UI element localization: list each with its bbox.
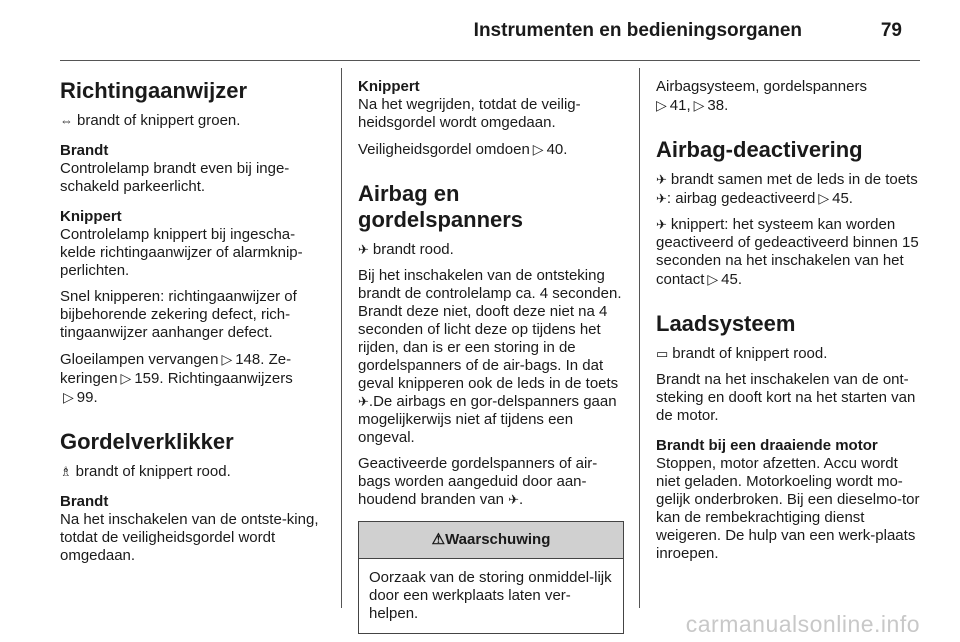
airbag-deact-p1 bbox=[656, 171, 924, 208]
page-header-title: Instrumenten en bedieningsorganen bbox=[473, 20, 802, 41]
charging-desc-text: brandt of knippert rood. bbox=[672, 345, 828, 362]
deact-p2-page: 45. bbox=[721, 271, 743, 288]
charging-paragraph: Brandt na het inschakelen van de ont-steking en dooft kort na het starten van de motor. bbox=[656, 371, 916, 424]
watermark: carmanualsonline.info bbox=[685, 611, 920, 637]
brandt-2-text: Na het inschakelen van de ontste-king, totdat de veiligheidsgordel wordt omgedaan. bbox=[60, 511, 319, 564]
battery-icon: ▭ bbox=[656, 346, 669, 361]
airbag-paragraph-1 bbox=[358, 267, 624, 447]
airbag-p2-text: Geactiveerde gordelspanners of air-bags worden aangeduid door aan-houdend branden van bbox=[358, 455, 598, 508]
section-title-seatbelt: Gordelverklikker bbox=[60, 429, 234, 454]
xref-arrow-icon: ▷ bbox=[532, 141, 544, 157]
seatbelt-reference bbox=[358, 140, 624, 159]
xref-arrow-icon: ▷ bbox=[707, 271, 719, 287]
airbag-deact-p2 bbox=[656, 216, 924, 289]
subheading-engine-running: Brandt bij een draaiende motor bbox=[656, 437, 878, 454]
column-divider bbox=[341, 68, 342, 608]
airbag-off-icon: ✈ bbox=[656, 172, 667, 187]
seatbelt-icon: ♗ bbox=[60, 464, 72, 479]
turn-signal-desc-text: brandt of knippert groen. bbox=[77, 112, 241, 129]
seatbelt-desc-text: brandt of knippert rood. bbox=[75, 463, 231, 480]
warning-triangle-icon: ⚠ bbox=[431, 531, 446, 548]
airbag-p1-text-b: .De airbags en gor-delspanners gaan mogelijkerwijs niet af tijdens een ongeval. bbox=[358, 393, 617, 446]
ref-page-a: 41, bbox=[669, 97, 691, 114]
engine-running-text: Stoppen, motor afzetten. Accu wordt niet geladen. Motorkoeling wordt mo-gelijk onderbroken. Bij een dieselmo-tor kan de rembekrachtiging dienst weigeren. De hulp van een werk-plaats inroepen. bbox=[656, 455, 920, 562]
section-title-airbag: Airbag en gordelspanners bbox=[358, 181, 524, 232]
airbag-off-icon: ✈ bbox=[656, 191, 667, 206]
section-title-turn-signal: Richtingaanwijzer bbox=[60, 78, 248, 103]
column-middle bbox=[358, 78, 624, 634]
airbag-icon: ✈ bbox=[358, 242, 369, 257]
xref-arrow-icon: ▷ bbox=[120, 370, 132, 386]
column-divider bbox=[639, 68, 640, 608]
header-divider bbox=[60, 60, 920, 61]
ref-text-c: 159. Richtingaanwijzers bbox=[134, 370, 293, 387]
charging-desc bbox=[656, 345, 924, 363]
seatbelt-ref-text: Veiligheidsgordel omdoen bbox=[358, 141, 530, 158]
xref-arrow-icon: ▷ bbox=[221, 351, 233, 367]
ref-text-d: 99. bbox=[76, 389, 98, 406]
airbag-desc bbox=[358, 241, 624, 259]
airbag-p2-text-b: . bbox=[519, 491, 524, 508]
deact-p1-text: brandt samen met de leds in de toets bbox=[670, 171, 918, 188]
subheading-brandt-2: Brandt bbox=[60, 493, 109, 510]
airbag-icon: ✈ bbox=[508, 492, 520, 507]
page-header bbox=[60, 0, 920, 62]
xref-arrow-icon: ▷ bbox=[63, 389, 74, 405]
column-left bbox=[60, 78, 328, 573]
snel-knipperen-text: Snel knipperen: richtingaanwijzer of bijbehorende zekering defect, rich-tingaanwijzer aanhanger defect. bbox=[60, 288, 297, 341]
subheading-knippert: Knippert bbox=[60, 208, 122, 225]
ref-page-b: 38. bbox=[707, 97, 729, 114]
warning-box bbox=[358, 521, 624, 634]
warning-header bbox=[359, 522, 623, 559]
airbag-system-reference bbox=[656, 78, 924, 115]
seatbelt-ref-page: 40. bbox=[546, 141, 568, 158]
airbag-off-icon: ✈ bbox=[656, 217, 667, 232]
bulb-fuse-reference bbox=[60, 350, 328, 407]
airbag-p1-text: Bij het inschakelen van de ontsteking brandt de controlelamp ca. 4 seconden. Brandt deze niet, dooft deze niet na 4 seconden of licht deze op tijdens het rijden, dan is er een storing in de gordelspanners of de air-bags. In dat geval knipperen ook de leds in de toets bbox=[358, 267, 622, 392]
page-number: 79 bbox=[880, 20, 902, 41]
column-right bbox=[656, 78, 924, 571]
ref-text-a: Gloeilampen vervangen bbox=[60, 351, 219, 368]
ref-text-b: 148. Ze-keringen bbox=[60, 351, 292, 387]
airbag-paragraph-2 bbox=[358, 455, 624, 509]
warning-title: Waarschuwing bbox=[445, 531, 551, 548]
warning-text: Oorzaak van de storing onmiddel-lijk door een werkplaats laten ver-helpen. bbox=[369, 569, 612, 622]
ref-text: Airbagsysteem, gordelspanners bbox=[656, 78, 867, 95]
section-title-charging: Laadsysteem bbox=[656, 311, 796, 336]
subheading-knippert-2: Knippert bbox=[358, 78, 420, 95]
knippert-text: Controlelamp knippert bij ingescha-kelde richtingaanwijzer of alarmknip-perlichten. bbox=[60, 226, 303, 279]
turn-signal-desc bbox=[60, 112, 328, 130]
subheading-brandt: Brandt bbox=[60, 142, 109, 159]
xref-arrow-icon: ▷ bbox=[693, 97, 705, 113]
airbag-desc-text: brandt rood. bbox=[372, 241, 454, 258]
deact-p1-page: 45. bbox=[832, 190, 853, 207]
section-title-airbag-deactivation: Airbag-deactivering bbox=[656, 137, 863, 162]
turn-signal-icon: ⇔ bbox=[60, 113, 73, 128]
brandt-text: Controlelamp brandt even bij inge-schakeld parkeerlicht. bbox=[60, 160, 290, 195]
seatbelt-desc bbox=[60, 463, 328, 481]
knippert-2-text: Na het wegrijden, totdat de veilig-heidsgordel wordt omgedaan. bbox=[358, 96, 581, 131]
deact-p1-text-b: : airbag gedeactiveerd bbox=[666, 190, 816, 207]
airbag-off-icon: ✈ bbox=[358, 394, 369, 409]
deact-p2-text: knippert: het systeem kan worden geactiveerd of gedeactiveerd binnen 15 seconden na het inschakelen van het contact bbox=[656, 216, 919, 288]
xref-arrow-icon: ▷ bbox=[656, 97, 667, 113]
xref-arrow-icon: ▷ bbox=[818, 190, 830, 206]
